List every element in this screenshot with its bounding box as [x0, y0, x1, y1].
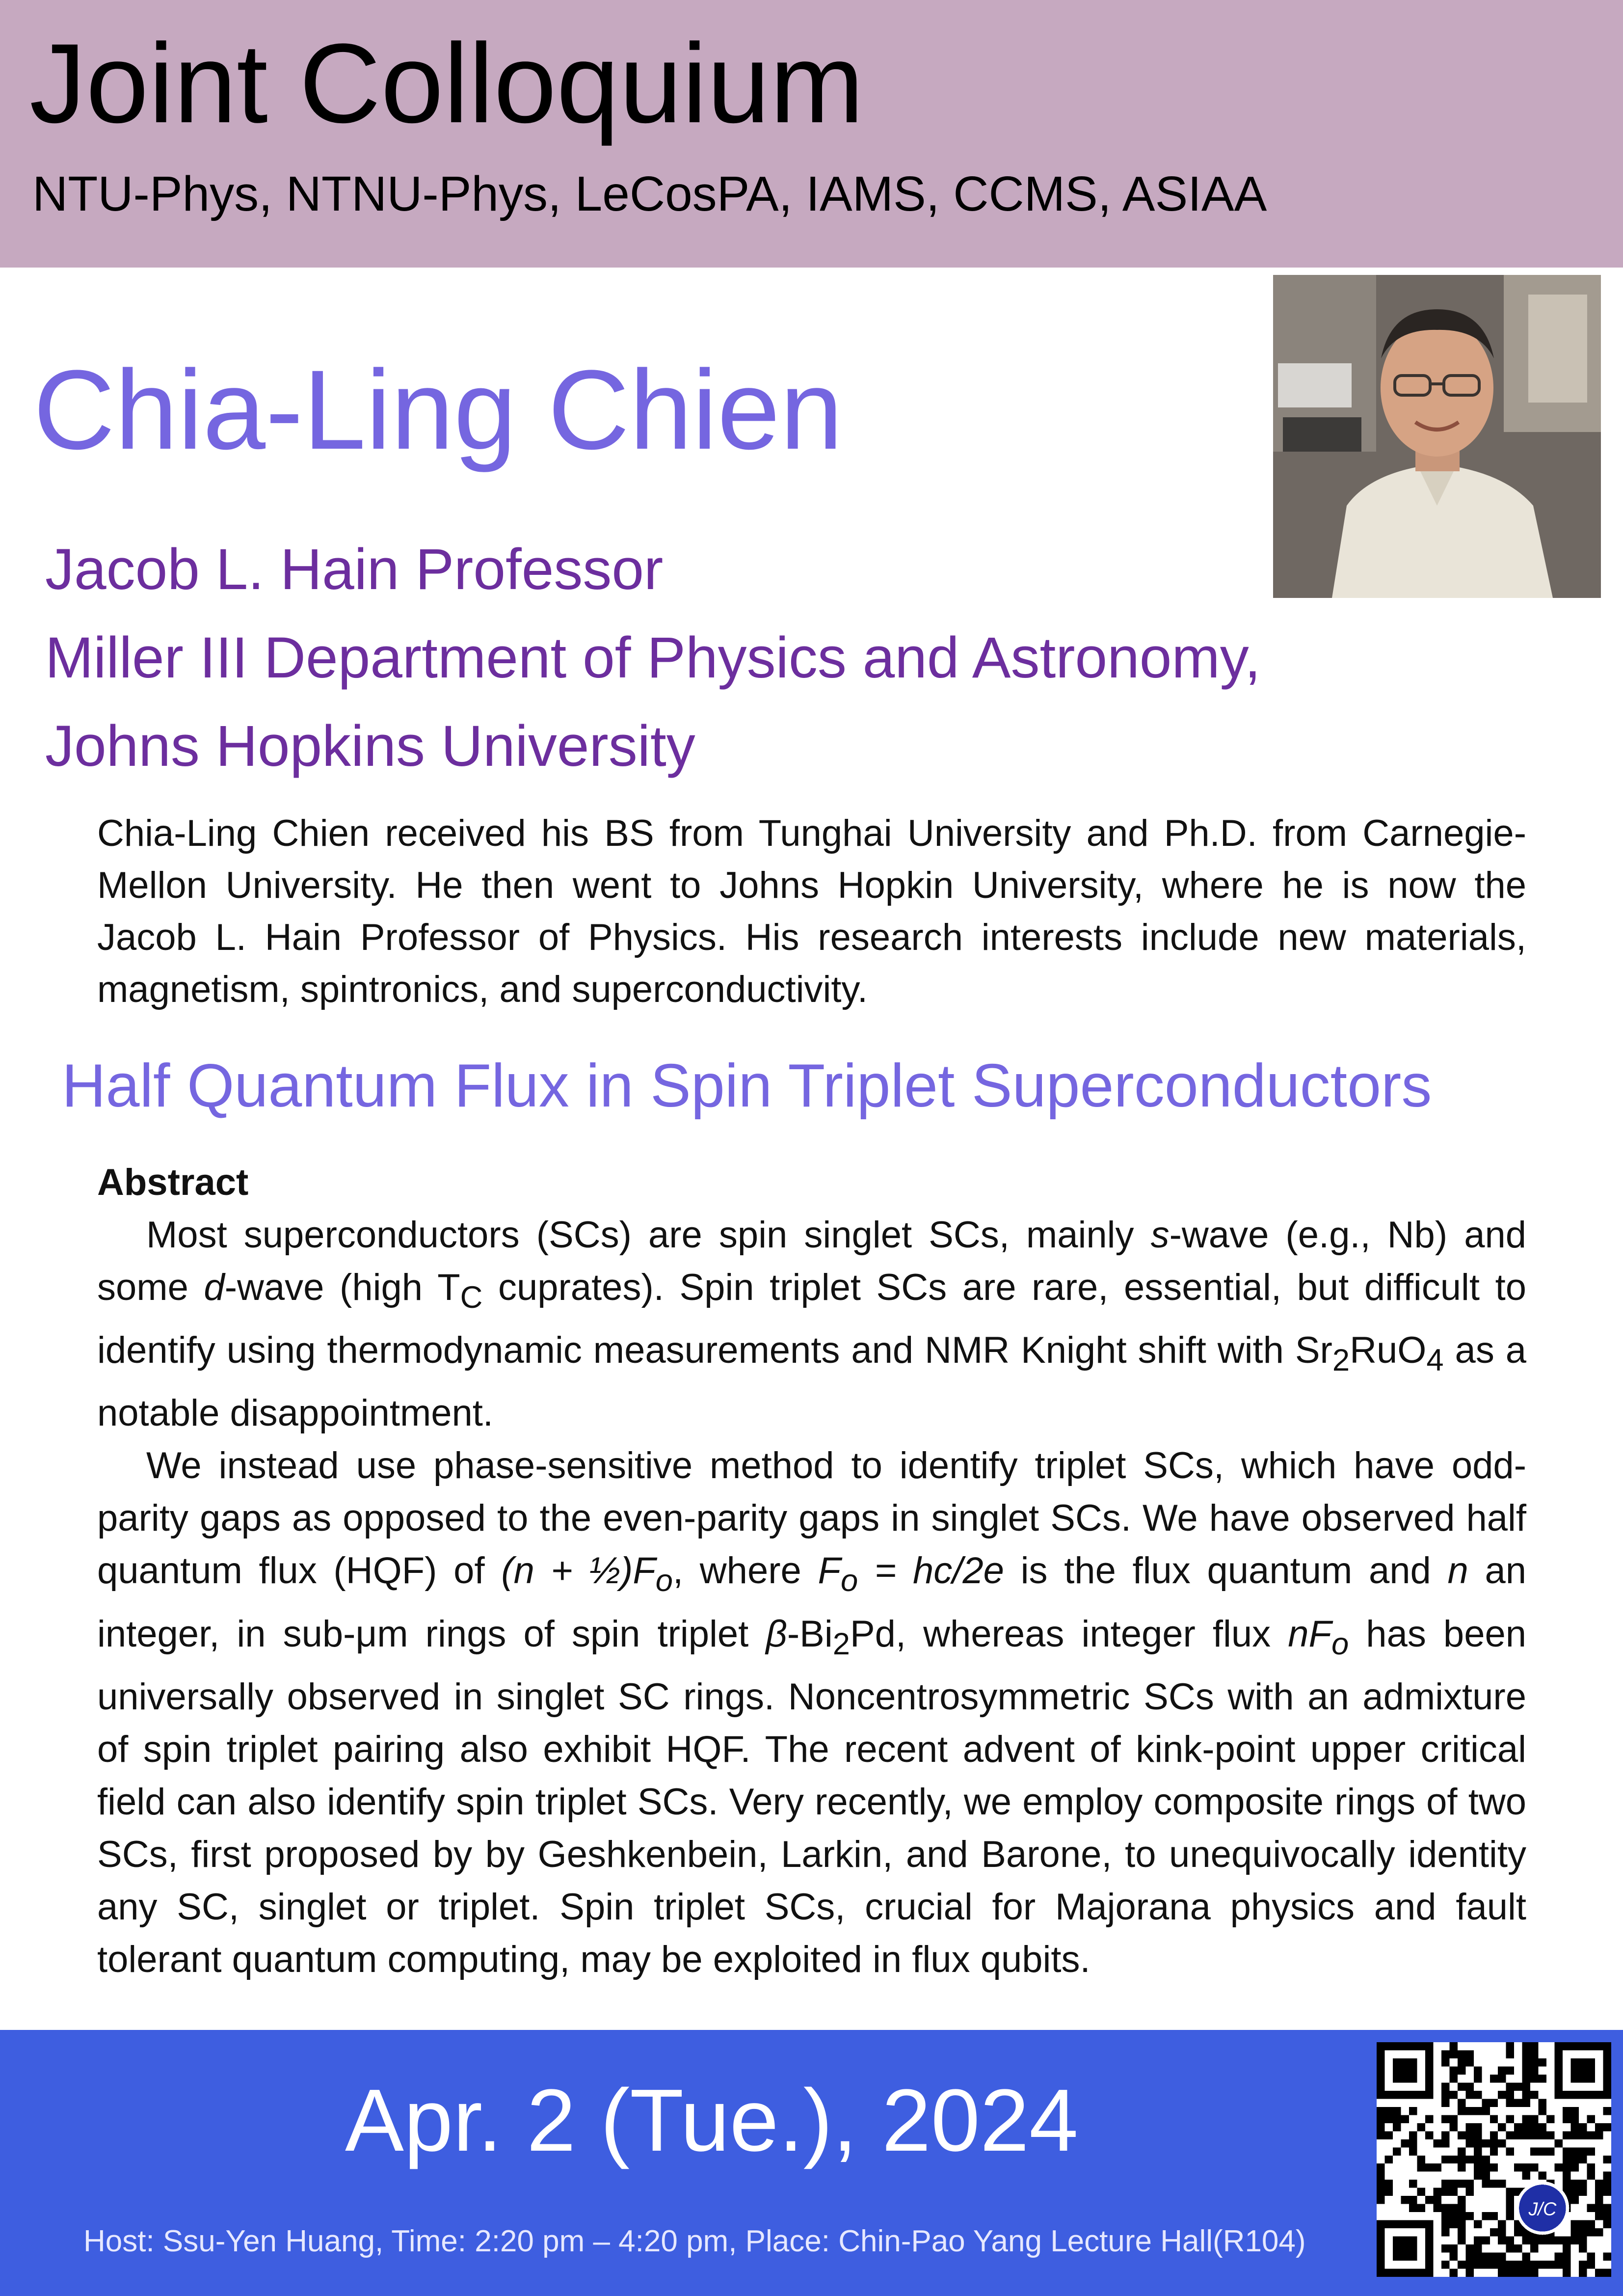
speaker-department: Miller III Department of Physics and Astronomy,	[45, 625, 1261, 690]
speaker-name: Chia-Ling Chien	[33, 347, 843, 473]
speaker-bio: Chia-Ling Chien received his BS from Tunghai University and Ph.D. from Carnegie-Mellon University. He then went to Johns Hopkin University, where he is now the Jacob L. Hain Professor of Physics. His research interests include new materials, magnetism, spintronics, and superconductivity.	[97, 812, 1526, 1010]
colloquium-title: Joint Colloquium	[29, 20, 864, 146]
abstract-section	[97, 1156, 1526, 1986]
institutions-list: NTU-Phys, NTNU-Phys, LeCosPA, IAMS, CCMS, ASIAA	[32, 166, 1267, 221]
header-banner	[0, 0, 1623, 268]
speaker-position: Jacob L. Hain Professor	[45, 537, 664, 602]
speaker-university: Johns Hopkins University	[45, 714, 695, 779]
abstract-paragraph-2: We instead use phase-sensitive method to identify triplet SCs, which have odd-parity gaps as opposed to the even-parity gaps in singlet SCs. We have observed half quantum flux (HQF) of $(n + \frac{1}{2})F_o$, where $F_o = hc/2e$ is the flux quantum and n an integer, in sub-μm rings of spin triplet $\beta-Bi_2Pd$, whereas integer flux $nF_o$ has been universally observed in singlet SC rings. Noncentrosymmetric SCs with an admixture of spin triplet pairing also exhibit HQF. The recent advent of kink-point upper critical field can also identify spin triplet SCs. Very recently, we employ composite rings of two SCs, first proposed by by Geshkenbein, Larkin, and Barone, to unequivocally identity any SC, singlet or triplet. Spin triplet SCs, crucial for Majorana physics and fault tolerant quantum computing, may be exploited in flux qubits.	[97, 1445, 1527, 1980]
speaker-portrait-image	[1273, 275, 1601, 598]
speaker-affiliation	[45, 525, 1261, 790]
abstract-heading: Abstract	[97, 1162, 249, 1203]
event-details: Host: Ssu-Yen Huang, Time: 2:20 pm – 4:20 pm, Place: Chin-Pao Yang Lecture Hall(R104)	[83, 2224, 1306, 2258]
qr-code-icon[interactable]	[1377, 2042, 1611, 2277]
qr-logo-text: J/C	[1528, 2199, 1557, 2220]
event-date: Apr. 2 (Tue.), 2024	[345, 2071, 1079, 2170]
talk-title: Half Quantum Flux in Spin Triplet Superconductors	[62, 1052, 1432, 1120]
abstract-paragraph-1: Most superconductors (SCs) are spin singlet SCs, mainly s-wave (e.g., Nb) and some d-wave (high $T_C$ cuprates). Spin triplet SCs are rare, essential, but difficult to identify using thermodynamic measurements and NMR Knight shift with $Sr_2RuO_4$ as a notable disappointment.	[97, 1214, 1527, 1434]
